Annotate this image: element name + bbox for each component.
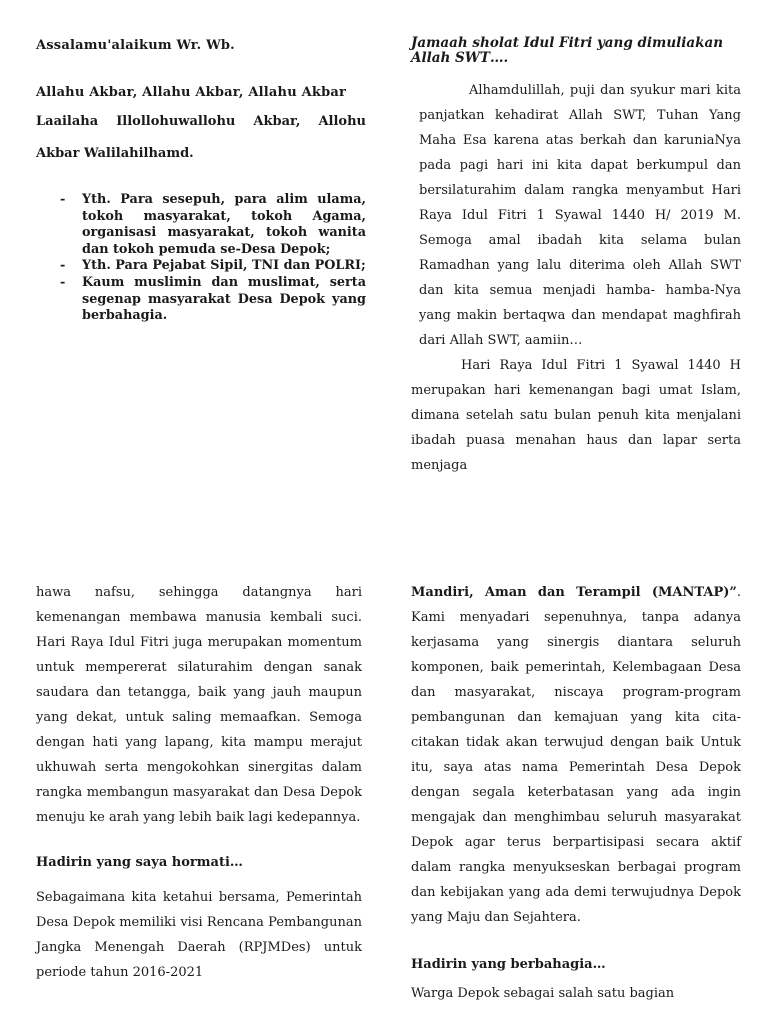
mantap-paragraph-text: . Kami menyadari sepenuhnya, tanpa adanya kerjasama yang sinergis diantara seluruh komponen, baik pemerintah, Kelembagaan Desa dan masyarakat, niscaya program-program pembangunan dan kemajuan yang kita cita-citakan tidak akan terwujud dengan baik Untuk itu, saya atas nama Pemerintah Desa Depok dengan segala keterbatasan yang ada ingin mengajak dan menghimbau seluruh masyarakat Depok agar terus berpartisipasi secara aktif dalam rangka menyukseskan berbagai program dan kebijakan yang ada demi terwujudnya Depok yang Maju dan Sejahtera. [411, 585, 741, 925]
addressee-item: - Kaum muslimin dan muslimat, serta segenap masyarakat Desa Depok yang berbahagia. [60, 275, 366, 325]
happy-audience-heading: Hadirin yang berbahagia… [411, 957, 606, 972]
addressee-list [36, 192, 366, 325]
addressee-item: - Yth. Para sesepuh, para alim ulama, tokoh masyarakat, tokoh Agama, organisasi masyarakat, tokoh wanita dan tokoh pemuda se-Desa Depok; [60, 192, 366, 258]
right-top-column [411, 36, 741, 478]
vision-paragraph: Sebagaimana kita ketahui bersama, Pemerintah Desa Depok memiliki visi Rencana Pembangunan Jangka Menengah Daerah (RPJMDes) untuk periode tahun 2016-2021 [36, 890, 362, 980]
left-top-column [36, 36, 366, 325]
opening-paragraph: Alhamdulillah, puji dan syukur mari kita panjatkan kehadirat Allah SWT, Tuhan Yang Maha Esa karena atas berkah dan karuniaNya pada pagi hari ini kita dapat berkumpul dan bersilaturahim dalam rangka menyambut Hari Raya Idul Fitri 1 Syawal 1440 H/ 2019 M. Semoga amal ibadah kita selama bulan Ramadhan yang lalu diterima oleh Allah SWT dan kita semua menjadi hamba- hamba-Nya yang makin bertaqwa dan mendapat maghfirah dari Allah SWT, aamiin… [419, 83, 741, 348]
respected-audience-heading: Hadirin yang saya hormati… [36, 855, 243, 870]
congregation-heading: Jamaah sholat Idul Fitri yang dimuliakan Allah SWT…. [411, 35, 724, 66]
right-bottom-column [411, 580, 741, 1006]
takbir-line-2: Laailaha Illollohuwallohu Akbar, Allohu Akbar Walilahilhamd. [36, 114, 366, 161]
mantap-paragraph [411, 580, 741, 930]
greeting-salam: Assalamu'alaikum Wr. Wb. [36, 38, 235, 53]
addressee-item: - Yth. Para Pejabat Sipil, TNI dan POLRI; [60, 258, 366, 275]
left-bottom-column [36, 580, 362, 985]
continuation-paragraph: hawa nafsu, sehingga datangnya hari kemenangan membawa manusia kembali suci. Hari Raya Idul Fitri juga merupakan momentum untuk mempererat silaturahim dengan sanak saudara dan tetangga, baik yang jauh maupun yang dekat, untuk saling memaafkan. Semoga dengan hati yang lapang, kita mampu merajut ukhuwah serta mengokohkan sinergitas dalam rangka membangun masyarakat dan Desa Depok menuju ke arah yang lebih baik lagi kedepannya. [36, 585, 362, 825]
mantap-vision-bold: Mandiri, Aman dan Terampil (MANTAP)” [411, 585, 737, 600]
citizens-paragraph: Warga Depok sebagai salah satu bagian [411, 986, 675, 1001]
takbir-line-1: Allahu Akbar, Allahu Akbar, Allahu Akbar [36, 85, 347, 100]
eid-paragraph: Hari Raya Idul Fitri 1 Syawal 1440 H merupakan hari kemenangan bagi umat Islam, dimana setelah satu bulan penuh kita menjalani ibadah puasa menahan haus dan lapar serta menjaga [411, 358, 741, 473]
